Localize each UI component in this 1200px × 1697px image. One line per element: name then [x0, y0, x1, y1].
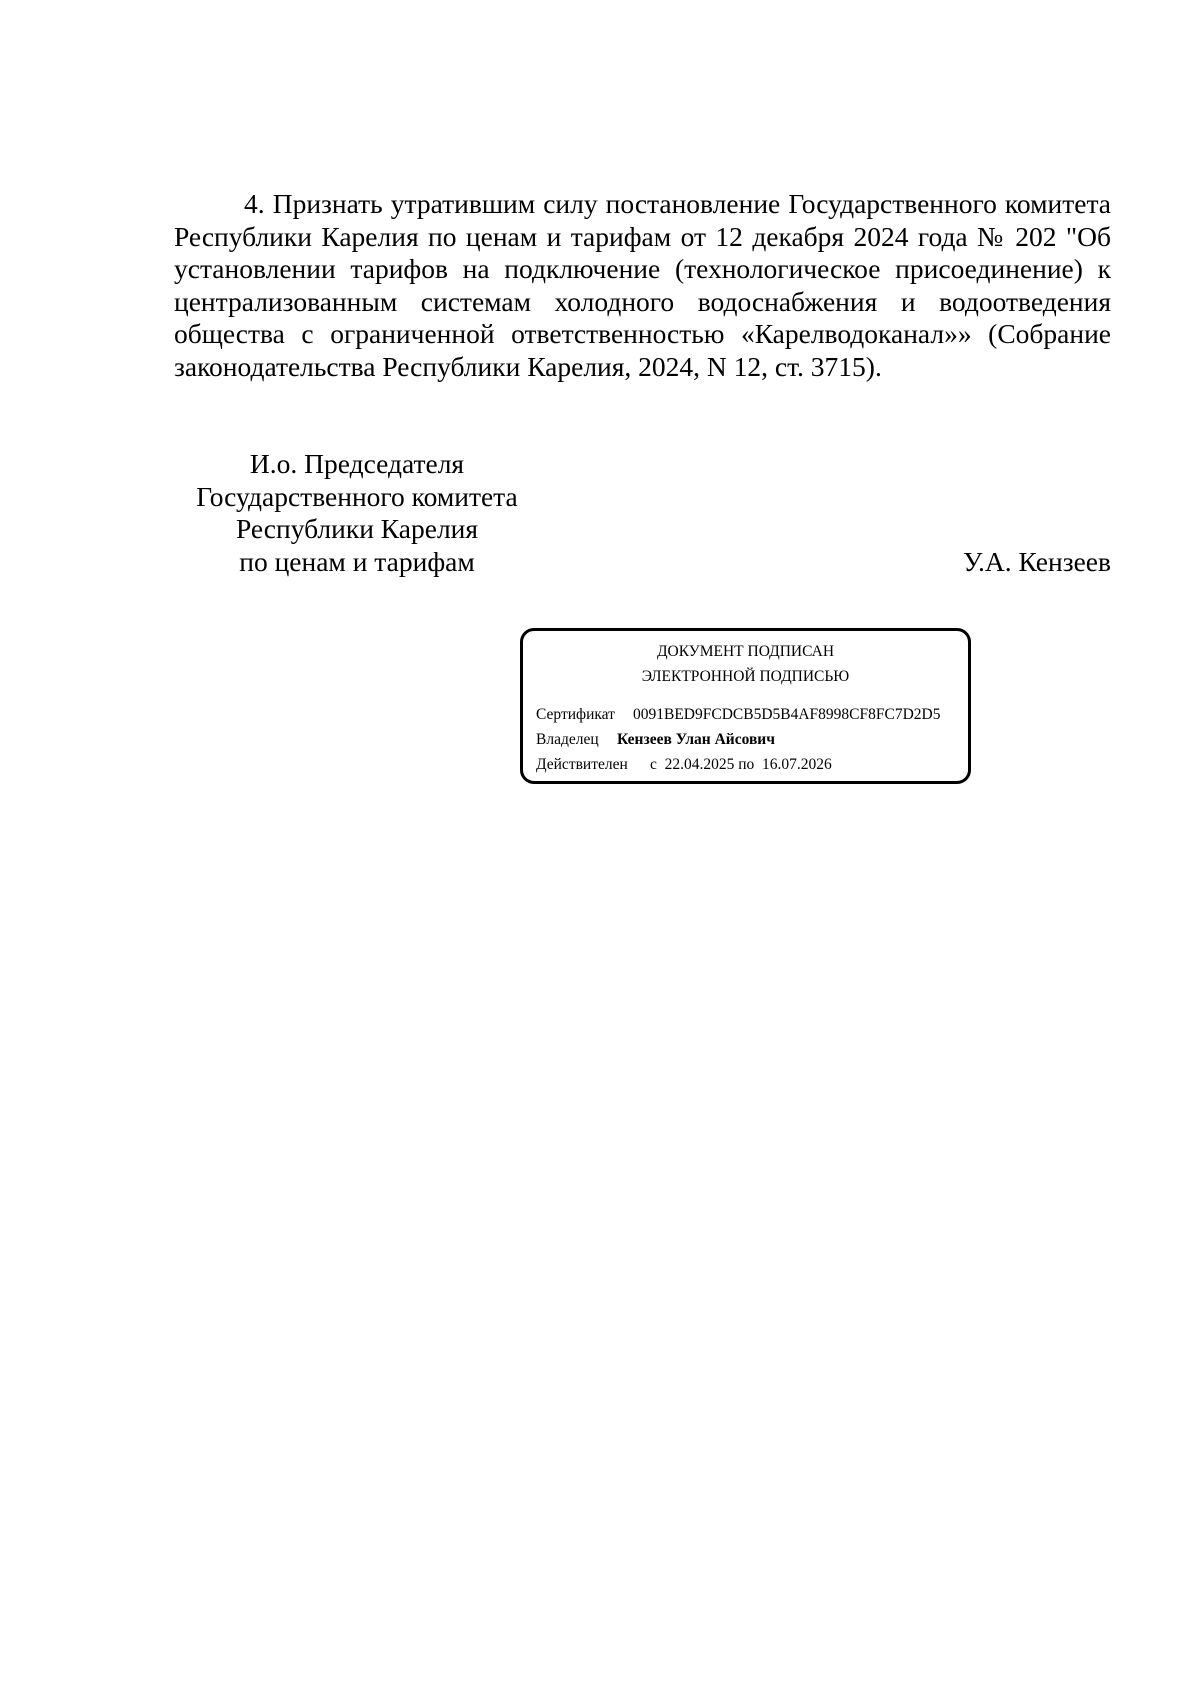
signer-position-line-1: И.о. Председателя — [249, 448, 465, 479]
validity-value: с 22.04.2025 по 16.07.2026 — [650, 756, 832, 773]
certificate-label: Сертификат — [536, 706, 615, 723]
signer-position — [174, 448, 540, 578]
electronic-signature-stamp — [520, 628, 971, 784]
owner-value: Кензеев Улан Айсович — [617, 731, 775, 748]
stamp-header-line-2: ЭЛЕКТРОННОЙ ПОДПИСЬЮ — [641, 668, 850, 685]
stamp-header-line-1: ДОКУМЕНТ ПОДПИСАН — [656, 643, 835, 660]
signer-position-line-4: по ценам и тарифам — [239, 545, 475, 577]
validity-label: Действителен — [536, 756, 628, 773]
stamp-validity-row — [536, 755, 832, 775]
stamp-owner-row — [536, 730, 775, 750]
signer-position-line-3: Республики Карелия — [235, 513, 479, 545]
clause-4-paragraph: 4. Признать утратившим силу постановление Государственного комитета Республики Карелия по ценам и тарифам от 12 декабря 2024 года № 202 "Об установлении тарифов на подключение (технологическое присоединение) к централизованным системам холодного водоснабжения и водоотведения общества с ограниченной ответственностью «Карелводоканал»» (Собрание законодательства Республики Карелия, 2024, N 12, ст. 3715). — [174, 188, 1111, 382]
stamp-certificate-row — [536, 705, 940, 725]
owner-label: Владелец — [536, 731, 599, 748]
signer-name: У.А. Кензеев — [963, 545, 1111, 577]
certificate-value: 0091BED9FCDCB5D5B4AF8998CF8FC7D2D5 — [633, 706, 941, 723]
signer-position-line-2: Государственного комитета — [196, 480, 518, 512]
stamp-header — [523, 639, 968, 689]
